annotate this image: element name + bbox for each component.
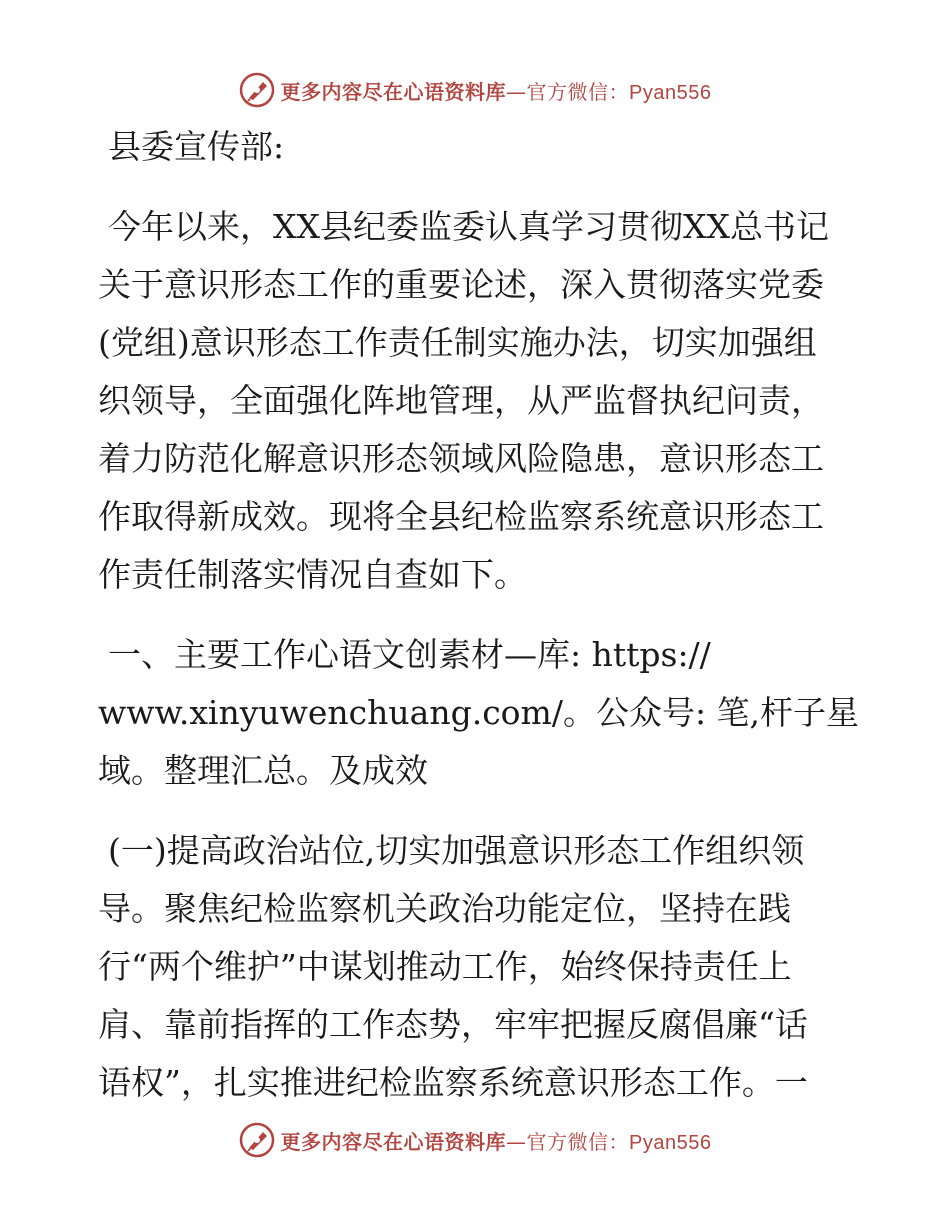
watermark-text	[281, 76, 712, 105]
paragraph-line: 今年以来，XX县纪委监委认真学习贯彻XX总书记	[108, 207, 829, 246]
pen-logo-icon	[239, 1122, 275, 1158]
paragraph-line: 导。聚焦纪检监察机关政治功能定位，坚持在践	[98, 889, 791, 928]
section-line: www.xinyuwenchuang.com/。公众号: 笔,杆子星	[98, 693, 860, 732]
paragraph-line: 作取得新成效。现将全县纪检监察系统意识形态工	[98, 497, 824, 536]
section-line: 一、主要工作心语文创素材—库: https://	[108, 635, 711, 674]
paragraph-line: (党组)意识形态工作责任制实施办法，切实加强组	[98, 323, 817, 362]
salutation-text: 县委宣传部:	[108, 127, 285, 166]
paragraph-line: 肩、靠前指挥的工作态势，牢牢把握反腐倡廉“话	[98, 1005, 808, 1044]
watermark-separator: —	[506, 1129, 527, 1154]
salutation	[98, 118, 858, 176]
watermark-library-name: 更多内容尽在心语资料库	[280, 1129, 507, 1154]
pen-logo-icon	[239, 72, 275, 108]
section-line: 域。整理汇总。及成效	[98, 751, 428, 790]
watermark-header	[0, 70, 950, 110]
document-body	[98, 118, 858, 1112]
paragraph-subsection-1	[98, 822, 858, 1112]
watermark-wechat-id: Pyan556	[629, 81, 712, 104]
paragraph-intro	[98, 198, 858, 604]
paragraph-line: 语权”，扎实推进纪检监察系统意识形态工作。一	[98, 1063, 808, 1102]
paragraph-line: 织领导，全面强化阵地管理，从严监督执纪问责，	[98, 381, 824, 420]
watermark-text	[281, 1126, 712, 1155]
watermark-wechat-id: Pyan556	[629, 1131, 712, 1154]
paragraph-line: 着力防范化解意识形态领域风险隐患，意识形态工	[98, 439, 824, 478]
paragraph-line: 行“两个维护”中谋划推动工作，始终保持责任上	[98, 947, 792, 986]
paragraph-line: 作责任制落实情况自查如下。	[98, 555, 527, 594]
watermark-official-label: 官方微信：	[526, 1129, 630, 1154]
paragraph-line: 关于意识形态工作的重要论述，深入贯彻落实党委	[98, 265, 824, 304]
watermark-separator: —	[506, 79, 527, 104]
section-heading-1	[98, 626, 858, 800]
watermark-library-name: 更多内容尽在心语资料库	[280, 79, 507, 104]
paragraph-line: (一)提高政治站位,切实加强意识形态工作组织领	[108, 831, 805, 870]
watermark-footer	[0, 1120, 950, 1160]
watermark-official-label: 官方微信：	[526, 79, 630, 104]
